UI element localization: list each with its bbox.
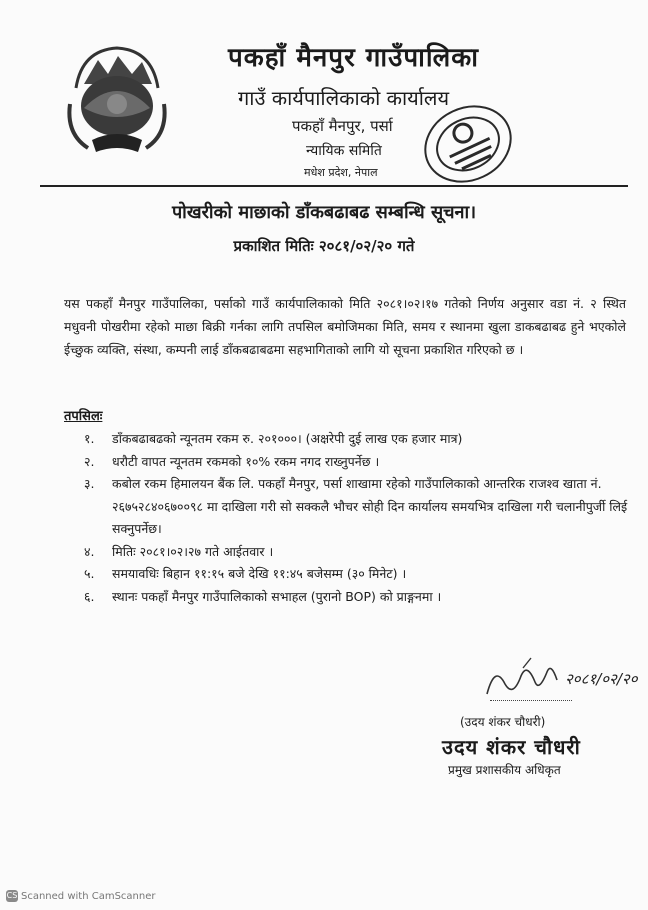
signatory-stamp-name: उदय शंकर चौधरी	[442, 735, 581, 759]
item-number: ५.	[84, 566, 95, 581]
signatory-designation: प्रमुख प्रशासकीय अधिकृत	[448, 763, 561, 777]
list-item	[84, 563, 632, 586]
handwritten-date: २०८१/०२/२०	[565, 670, 638, 688]
notice-body: यस पकहाँ मैनपुर गाउँपालिका, पर्साको गाउँ कार्यपालिकाको मिति २०८१।०२।१७ गतेको निर्णय अनुसार वडा नं. २ स्थित मधुवनी पोखरीमा रहेको माछा बिक्री गर्नका लागि तपसिल बमोजिमका मिति, समय र स्थानमा खुला डाकबढाबढ हुने भएकोले ईच्छुक व्यक्ति, संस्था, कम्पनी लाई डाँकबढाबढमा सहभागिताको लागि यो सूचना प्रकाशित गरिएको छ ।	[64, 296, 626, 357]
notice-title: पोखरीको माछाको डाँकबढाबढ सम्बन्धि सूचना।	[171, 202, 477, 223]
item-text: धरौटी वापत न्यूनतम रकमको १०% रकम नगद राख्नुपर्नेछ ।	[112, 453, 380, 469]
header-divider	[40, 185, 628, 187]
item-number: ६.	[84, 588, 95, 604]
list-item	[84, 428, 632, 451]
item-text: कबोल रकम हिमालयन बैंक लि. पकहाँ मैनपुर, पर्सा शाखामा रहेको गाउँपालिकाको आन्तरिक राजश्व खाता नं. २६७५२८४०६७००९८ मा दाखिला गरी सो सक्कलै भौचर सोही दिन कार्यालय समयभित्र दाखिला गरी चलानीपुर्जी लिई सक्नुपर्नेछ।	[112, 476, 628, 536]
office-name: गाउँ कार्यपालिकाको कार्यालय	[238, 86, 450, 110]
province-name: मधेश प्रदेश, नेपाल	[304, 166, 378, 179]
item-text: स्थानः पकहाँ मैनपुर गाउँपालिकाको सभाहल (पुरानो BOP) को प्राङ्गनमा ।	[112, 588, 442, 604]
signature-line	[490, 700, 572, 701]
item-number: २.	[84, 453, 95, 469]
list-item	[84, 586, 632, 609]
published-date: प्रकाशित मितिः २०८१/०२/२० गते	[233, 237, 415, 255]
camscanner-logo-icon: CS	[6, 891, 18, 900]
signatory-name: (उदय शंकर चौधरी)	[460, 715, 546, 729]
list-item	[84, 451, 632, 474]
list-item	[84, 541, 632, 564]
committee-name: न्यायिक समिति	[306, 143, 382, 159]
municipality-name: पकहाँ मैनपुर गाउँपालिका	[228, 43, 479, 73]
item-text: मितिः २०८१।०२।२७ गते आईतवार ।	[112, 543, 274, 559]
item-number: ३.	[84, 476, 95, 491]
nepal-government-emblem-icon	[62, 44, 172, 156]
list-item	[84, 473, 632, 541]
item-text: डाँकबढाबढको न्यूनतम रकम रु. २०१०००। (अक्षरेपी दुई लाख एक हजार मात्र)	[112, 431, 463, 446]
office-seal-stamp-icon	[418, 98, 518, 190]
scanner-text: Scanned with CamScanner	[21, 891, 156, 902]
details-list	[84, 428, 632, 608]
item-number: १.	[84, 431, 95, 446]
office-address: पकहाँ मैनपुर, पर्सा	[292, 117, 393, 135]
item-text: समयावधिः बिहान ११:१५ बजे देखि ११:४५ बजेसम्म (३० मिनेट) ।	[112, 566, 407, 581]
handwritten-signature-icon	[465, 654, 645, 704]
scanner-watermark	[6, 890, 156, 902]
details-heading: तपसिलः	[64, 409, 103, 424]
item-number: ४.	[84, 543, 95, 559]
